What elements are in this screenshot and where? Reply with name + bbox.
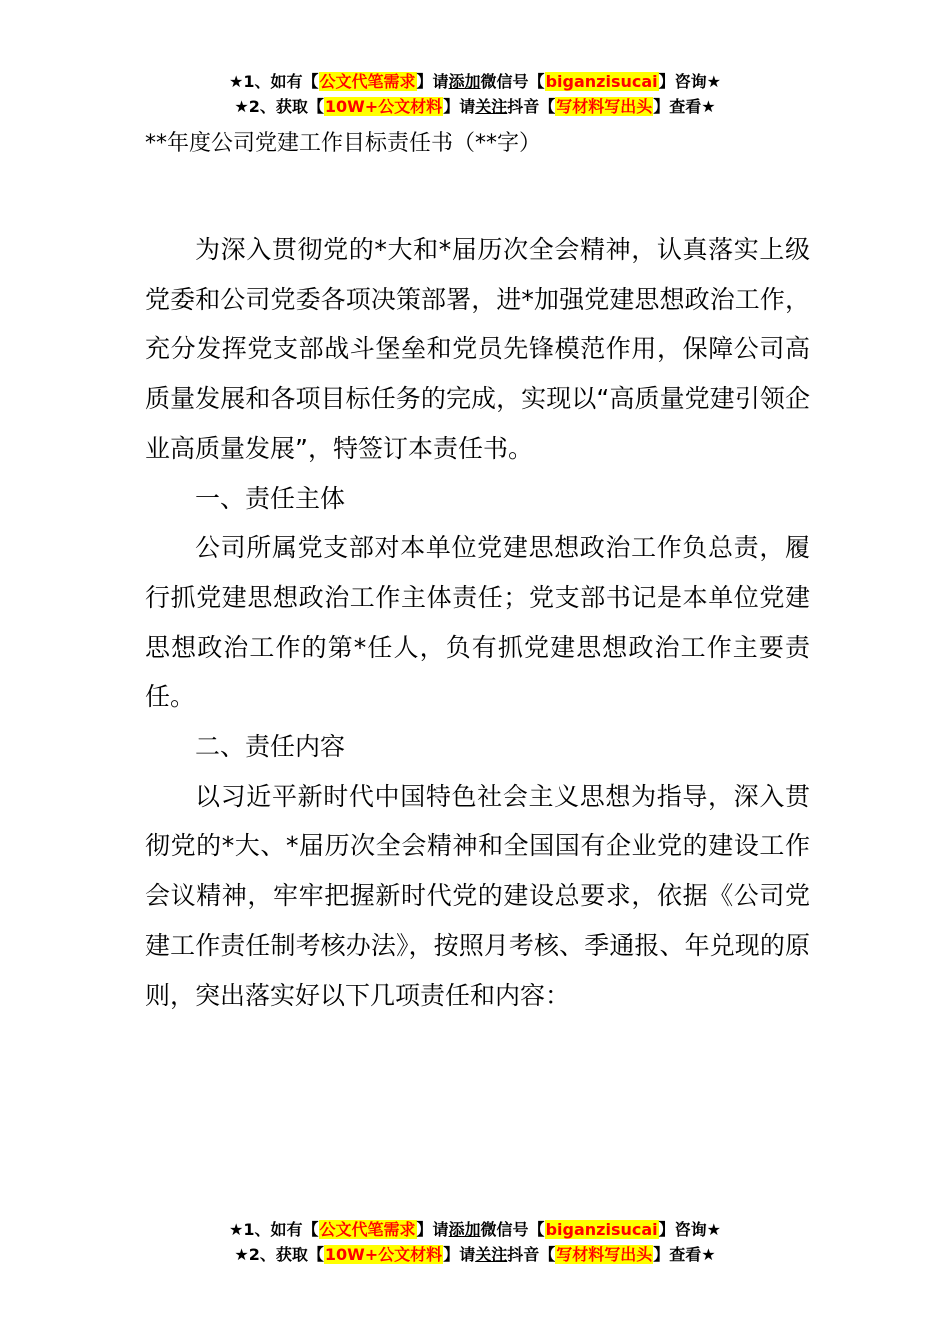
banner-text: 微信号【 [480,72,545,91]
banner-text: 抖音【 [507,1245,556,1264]
banner-line-1 [0,1217,950,1242]
banner-text: 】咨询★ [658,1220,721,1239]
banner-text: ★2、获取【 [234,1245,324,1264]
banner-underlined: 关注 [475,1245,508,1264]
banner-text: ★1、如有【 [229,1220,319,1239]
banner-text: 】查看★ [653,97,716,116]
banner-text: 】请 [443,97,476,116]
header-banner [0,69,950,119]
section-heading-1: 一、责任主体 [195,483,346,513]
banner-line-1 [0,69,950,94]
banner-highlight: 10W+公文材料 [324,1245,443,1264]
intro-paragraph: 为深入贯彻党的*大和*届历次全会精神，认真落实上级党委和公司党委各项决策部署，进*加强党建思想政治工作，充分发挥党支部战斗堡垒和党员先锋模范作用，保障公司高质量发展和各项目标任务的完成，实现以“高质量党建引领企业高质量发展”，特签订本责任书。 [145,235,810,463]
banner-text: 】查看★ [653,1245,716,1264]
banner-highlight: biganzisucai [545,1220,658,1239]
banner-line-2 [0,94,950,119]
banner-highlight: 公文代笔需求 [319,72,416,91]
banner-text: ★2、获取【 [234,97,324,116]
banner-underlined: 添加 [448,1220,481,1239]
banner-text: 抖音【 [507,97,556,116]
document-body [145,225,810,1020]
banner-text: 】请 [416,1220,449,1239]
banner-text: 】咨询★ [658,72,721,91]
section-paragraph-1: 公司所属党支部对本单位党建思想政治工作负总责，履行抓党建思想政治工作主体责任；党支部书记是本单位党建思想政治工作的第*任人，负有抓党建思想政治工作主要责任。 [145,533,810,712]
footer-banner [0,1217,950,1267]
section-heading-2: 二、责任内容 [195,732,346,762]
banner-text: ★1、如有【 [229,72,319,91]
banner-text: 微信号【 [480,1220,545,1239]
banner-highlight: 公文代笔需求 [319,1220,416,1239]
banner-underlined: 关注 [475,97,508,116]
banner-text: 】请 [416,72,449,91]
banner-highlight: 写材料写出头 [556,1245,653,1264]
document-title: **年度公司党建工作目标责任书（**字） [145,131,542,156]
section-paragraph-2: 以习近平新时代中国特色社会主义思想为指导，深入贯彻党的*大、*届历次全会精神和全国国有企业党的建设工作会议精神，牢牢把握新时代党的建设总要求，依据《公司党建工作责任制考核办法》，按照月考核、季通报、年兑现的原则，突出落实好以下几项责任和内容： [145,781,810,1010]
banner-line-2 [0,1242,950,1267]
banner-text: 】请 [443,1245,476,1264]
banner-highlight: 10W+公文材料 [324,97,443,116]
banner-underlined: 添加 [448,72,481,91]
banner-highlight: 写材料写出头 [556,97,653,116]
banner-highlight: biganzisucai [545,72,658,91]
